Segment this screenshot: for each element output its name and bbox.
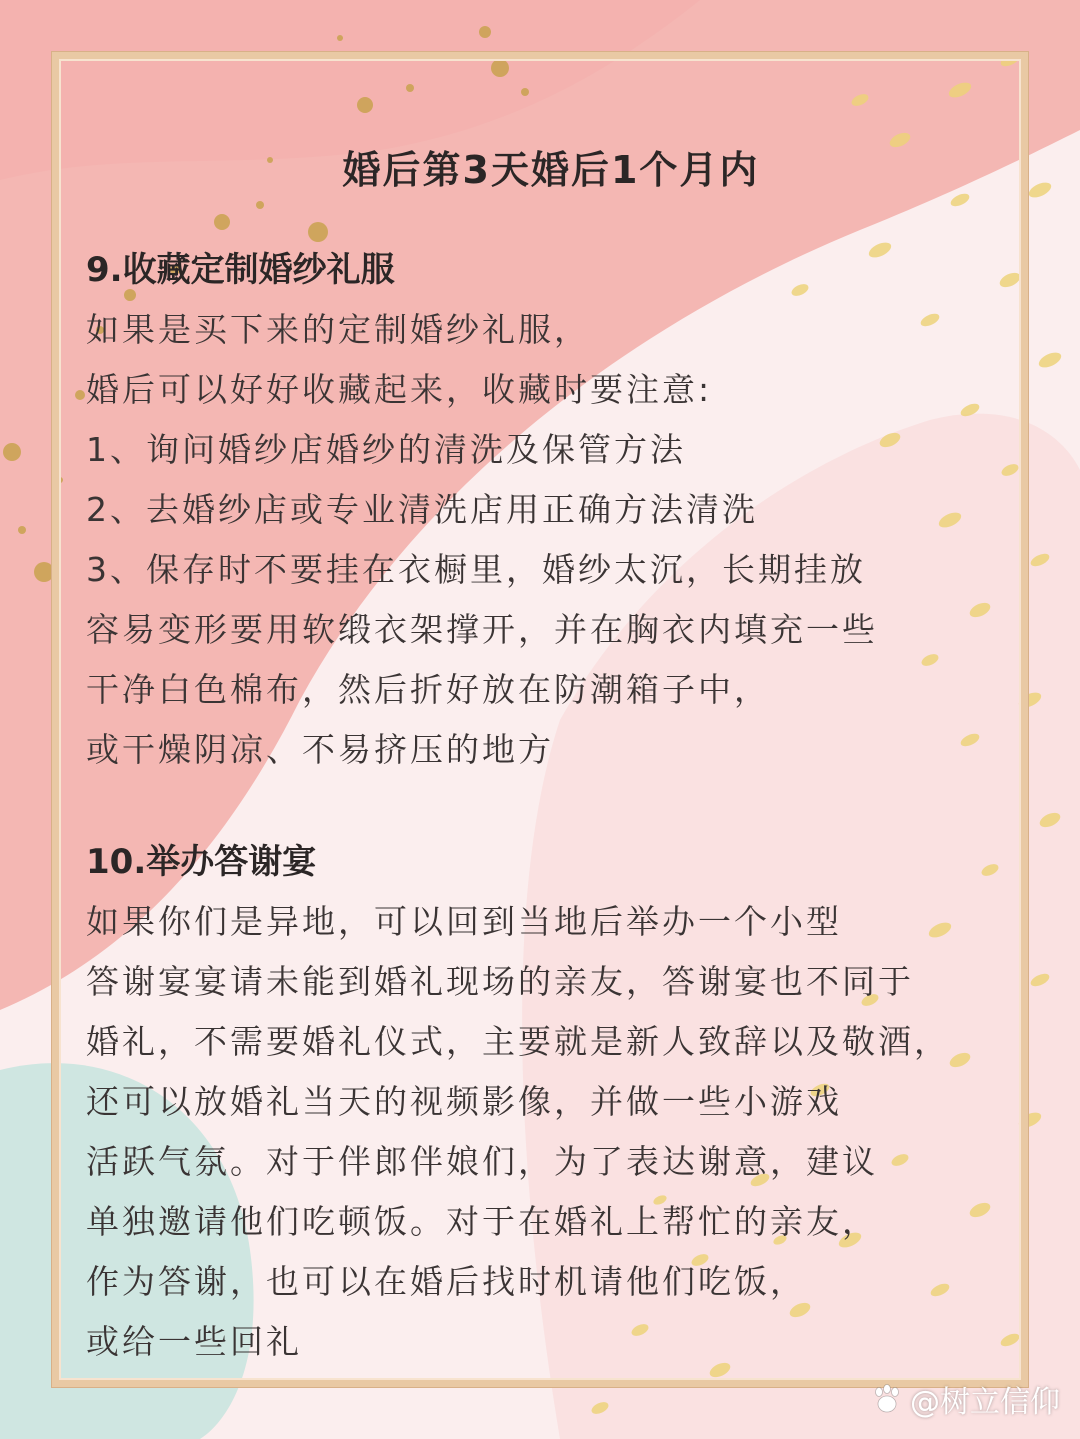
watermark-text: @树立信仰 — [910, 1385, 1060, 1420]
watermark — [870, 1377, 1060, 1421]
body-line: 1、询问婚纱店婚纱的清洗及保管方法 — [86, 430, 686, 469]
body-line: 作为答谢，也可以在婚后找时机请他们吃饭， — [86, 1262, 806, 1301]
body-line: 或干燥阴凉、不易挤压的地方 — [86, 730, 554, 769]
body-line: 如果你们是异地，可以回到当地后举办一个小型 — [86, 902, 842, 941]
body-line: 答谢宴宴请未能到婚礼现场的亲友，答谢宴也不同于 — [86, 962, 914, 1001]
body-line: 2、去婚纱店或专业清洗店用正确方法清洗 — [86, 490, 758, 529]
body-line: 容易变形要用软缎衣架撑开，并在胸衣内填充一些 — [86, 610, 878, 649]
paw-icon — [870, 1382, 904, 1416]
page-title: 婚后第3天婚后1个月内 — [342, 148, 760, 192]
body-line: 活跃气氛。对于伴郎伴娘们，为了表达谢意，建议 — [86, 1142, 878, 1181]
body-line: 还可以放婚礼当天的视频影像，并做一些小游戏 — [86, 1082, 842, 1121]
body-line: 3、保存时不要挂在衣橱里，婚纱太沉，长期挂放 — [86, 550, 866, 589]
body-line: 如果是买下来的定制婚纱礼服， — [86, 310, 590, 349]
article-content — [86, 130, 1016, 1372]
body-line: 干净白色棉布，然后折好放在防潮箱子中， — [86, 670, 770, 709]
section-thank-you-banquet — [86, 832, 1016, 1372]
body-line: 婚礼，不需要婚礼仪式，主要就是新人致辞以及敬酒， — [86, 1022, 950, 1061]
body-line: 婚后可以好好收藏起来，收藏时要注意: — [86, 370, 713, 409]
body-line: 单独邀请他们吃顿饭。对于在婚礼上帮忙的亲友， — [86, 1202, 878, 1241]
body-line: 或给一些回礼 — [86, 1322, 302, 1361]
section-heading: 9.收藏定制婚纱礼服 — [86, 250, 395, 290]
section-dress-storage — [86, 240, 1016, 780]
section-heading: 10.举办答谢宴 — [86, 842, 317, 882]
